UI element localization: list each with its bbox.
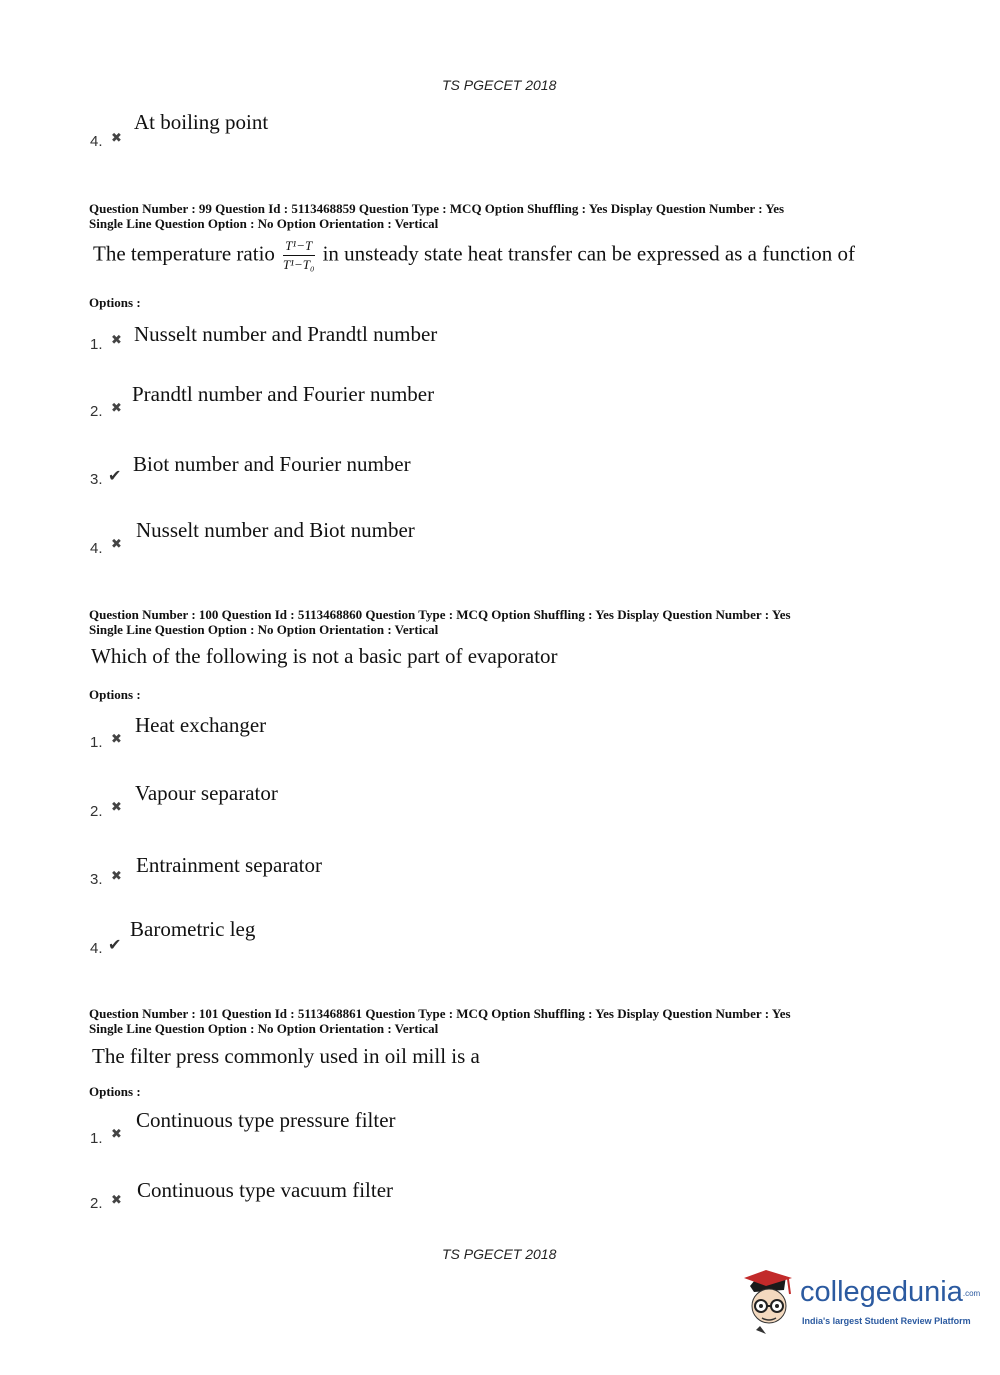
option-text: At boiling point	[134, 110, 269, 134]
cross-icon: ✖	[111, 1127, 122, 1142]
question-meta: Question Number : 100 Question Id : 5113468860 Question Type : MCQ Option Shuffling : Yes Display Question Number : Yes Single Line Question Option : No Option Orientation : Vertical	[89, 607, 791, 637]
question-meta: Question Number : 99 Question Id : 5113468859 Question Type : MCQ Option Shuffling : Yes Display Question Number : Yes Single Line Question Option : No Option Orientation : Vertical	[89, 201, 785, 231]
option-number: 1.	[90, 1130, 103, 1147]
question-text: Which of the following is not a basic part of evaporator	[91, 644, 558, 668]
cross-icon: ✖	[111, 537, 122, 552]
option-number: 4.	[90, 540, 103, 557]
cross-icon: ✖	[111, 401, 122, 416]
check-icon: ✔	[108, 466, 122, 485]
page-footer: TS PGECET 2018	[442, 1246, 557, 1262]
options-label: Options :	[89, 1084, 141, 1099]
option-text: Entrainment separator	[136, 853, 323, 877]
brand-tagline: India's largest Student Review Platform	[802, 1316, 971, 1326]
option-number: 2.	[90, 1195, 103, 1212]
option-text: Vapour separator	[135, 781, 278, 805]
question-meta: Question Number : 101 Question Id : 5113468861 Question Type : MCQ Option Shuffling : Yes Display Question Number : Yes Single Line Question Option : No Option Orientation : Vertical	[89, 1006, 791, 1036]
options-label: Options :	[89, 295, 141, 310]
option-number: 2.	[90, 803, 103, 820]
option-number: 4.	[90, 133, 103, 150]
option-number: 4.	[90, 940, 103, 957]
cross-icon: ✖	[111, 869, 122, 884]
option-number: 3.	[90, 871, 103, 888]
brand-name: collegedunia.com	[800, 1276, 981, 1308]
option-text: Nusselt number and Biot number	[136, 518, 415, 542]
question-text: The filter press commonly used in oil mill is a	[92, 1044, 480, 1068]
question-text: The temperature ratio $\frac{\text{T¹−T}}{\text{T¹−T₀}}$ in unsteady state heat transfer can be expressed as a function of	[93, 238, 855, 272]
option-number: 1.	[90, 734, 103, 751]
option-text: Biot number and Fourier number	[133, 452, 411, 476]
option-number: 3.	[90, 471, 103, 488]
option-text: Prandtl number and Fourier number	[132, 382, 435, 406]
option-text: Continuous type pressure filter	[136, 1108, 396, 1132]
options-label: Options :	[89, 687, 141, 702]
option-text: Nusselt number and Prandtl number	[134, 322, 438, 346]
mascot-icon	[740, 1268, 798, 1336]
cross-icon: ✖	[111, 800, 122, 815]
temperature-ratio-fraction: $\frac{\text{T¹−T}}{\text{T¹−T₀}}$	[282, 238, 315, 272]
option-number: 1.	[90, 336, 103, 353]
cross-icon: ✖	[111, 1193, 122, 1208]
check-icon: ✔	[108, 935, 122, 954]
option-text: Continuous type vacuum filter	[137, 1178, 394, 1202]
cross-icon: ✖	[111, 333, 122, 348]
cross-icon: ✖	[111, 732, 122, 747]
option-number: 2.	[90, 403, 103, 420]
option-text: Heat exchanger	[135, 713, 267, 737]
brand-logo	[740, 1268, 980, 1338]
option-text: Barometric leg	[130, 917, 256, 941]
cross-icon: ✖	[111, 131, 122, 146]
page-header: TS PGECET 2018	[442, 77, 557, 93]
